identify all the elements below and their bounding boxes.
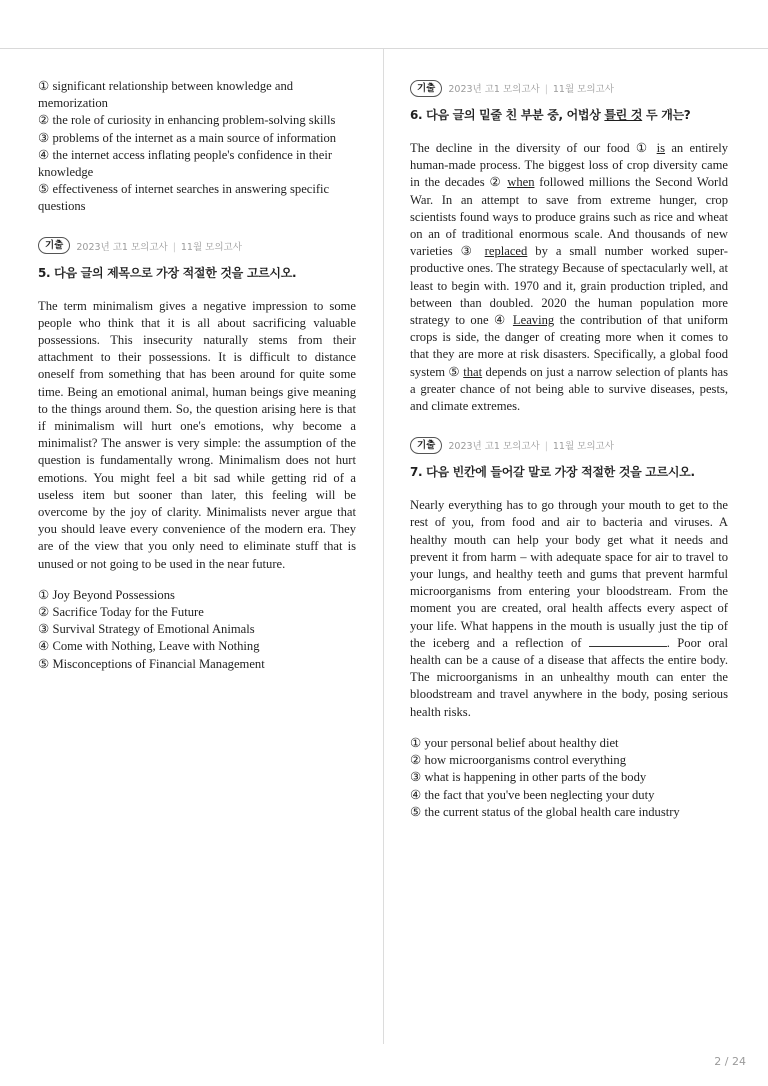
exam-info: 2023년 고1 모의고사 | 11월 모의고사 (76, 241, 242, 253)
underlined-word: when (507, 175, 535, 190)
option[interactable]: ④ the internet access inflating people's confidence in their knowledge (38, 147, 333, 180)
underlined-word: that (463, 364, 483, 379)
option[interactable]: ① significant relationship between knowledge and memorization (38, 79, 294, 111)
column-divider (383, 49, 384, 1044)
source-tag: 기출 (38, 237, 70, 254)
option[interactable]: ⑤ effectiveness of internet searches in answering specific questions (38, 182, 330, 214)
exam-info: 2023년 고1 모의고사 | 11월 모의고사 (448, 84, 614, 95)
passage: Nearly everything has to go through your mouth to get to the rest of you, from food and air to bacteria and viruses. A healthy mouth can help your body get what it needs and prevent it from harm – with adequate space for air to travel to your lungs, and healthy teeth and gums that prevent harmful microorganisms from entering your bloodstream. From the moment you are created, oral health affects every aspect of your life. What happens in the mouth is usually just the tip of the iceberg and a reflection of . Poor oral health can be a cause of a disease that affects the entire body. The microorganisms in an unhealthy mouth can enter the bloodstream and travel anywhere in the body, posing serious health risks. (410, 498, 728, 719)
source-tag: 기출 (410, 437, 442, 454)
question-meta (410, 78, 728, 98)
passage: The term minimalism gives a negative impression to some people who think that it is all about sacrificing valuable possessions. This insecurity naturally stems from their attachment to their possessions. It is difficult to distance oneself from something that has been around for quite some time. Being an emotional animal, human beings give meaning to the things around them. So, the question arising here is that if minimalism will hurt one's emotions, why become a minimalist? The answer is very simple: the assumption of the question is fundamentally wrong. Minimalism does not hurt emotions. You might feel a bit sad while getting rid of a useless item but sooner than later, this feeling will be overcome by the joy of clarity. Minimalists never argue that you should leave every convenience of the modern era. They are of the view that you only need to eliminate stuff that is unused or not going to be used in the near future. (38, 298, 356, 571)
answer-options (38, 587, 356, 673)
option[interactable]: ② how microorganisms control everything (410, 753, 627, 768)
passage: The decline in the diversity of our food ① is an entirely human-made process. The biggest loss of crop diversity came in the decades ② when followed millions the Second World War. In an attempt to save from extreme hunger, crop scientists found ways to produce grains such as rice and wheat on an of traditional enormous scale. And thousands of new varieties ③ replaced by a small number worked super-productive ones. The strategy Because of spectacularly well, at least to begin with. 1970 and it, grain production tripled, and between than doubled. 2020 the human population more strategy to one ④ Leaving the contribution of that uniform crops is side, the danger of creating more when it comes to that they are more at risk disasters. Specifically, a global food system ⑤ that depends on just a narrow selection of plants has a greater chance of not being able to survive diseases, pests, and climate extremes. (410, 141, 729, 414)
underlined-word: is (656, 141, 666, 155)
option[interactable]: ③ problems of the internet as a main source of information (38, 130, 337, 145)
exam-month: 11월 모의고사 (552, 84, 614, 95)
exam-info: 2023년 고1 모의고사 | 11월 모의고사 (448, 441, 614, 453)
answer-options (410, 735, 728, 821)
exam-year: 2023년 고1 모의고사 (448, 84, 540, 95)
exam-year: 2023년 고1 모의고사 (76, 241, 168, 253)
underlined-word: replaced (484, 244, 528, 259)
question-title: 6. 다음 글의 밑줄 친 부분 중, 어법상 틀린 것 두 개는? (410, 108, 691, 122)
question-6 (410, 78, 728, 415)
question-title: 7. 다음 빈칸에 들어갈 말로 가장 적절한 것을 고르시오. (410, 465, 695, 480)
option[interactable]: ⑤ the current status of the global health care industry (410, 804, 680, 819)
answer-blank (589, 636, 667, 647)
underlined-word: Leaving (512, 313, 555, 328)
left-column (38, 78, 356, 673)
prev-question-options (38, 78, 356, 216)
question-meta (410, 435, 728, 455)
option[interactable]: ⑤ Misconceptions of Financial Management (38, 656, 265, 671)
right-column (410, 78, 728, 821)
option[interactable]: ② Sacrifice Today for the Future (38, 605, 204, 620)
question-7 (410, 435, 728, 821)
option[interactable]: ① your personal belief about healthy diet (410, 735, 619, 750)
option[interactable]: ② the role of curiosity in enhancing problem-solving skills (38, 113, 336, 128)
page-number: 2 / 24 (714, 1055, 746, 1068)
option[interactable]: ③ Survival Strategy of Emotional Animals (38, 622, 255, 637)
option[interactable]: ① Joy Beyond Possessions (38, 587, 175, 602)
exam-year: 2023년 고1 모의고사 (448, 441, 540, 453)
option[interactable]: ④ the fact that you've been neglecting your duty (410, 787, 655, 802)
option[interactable]: ④ Come with Nothing, Leave with Nothing (38, 639, 260, 654)
question-5 (38, 236, 356, 673)
option[interactable]: ③ what is happening in other parts of the body (410, 770, 647, 785)
header-rule (0, 48, 768, 49)
question-meta (38, 236, 356, 256)
exam-month: 11월 모의고사 (552, 441, 614, 453)
exam-month: 11월 모의고사 (180, 241, 242, 253)
source-tag: 기출 (410, 80, 442, 97)
question-title: 5. 다음 글의 제목으로 가장 적절한 것을 고르시오. (38, 265, 297, 280)
